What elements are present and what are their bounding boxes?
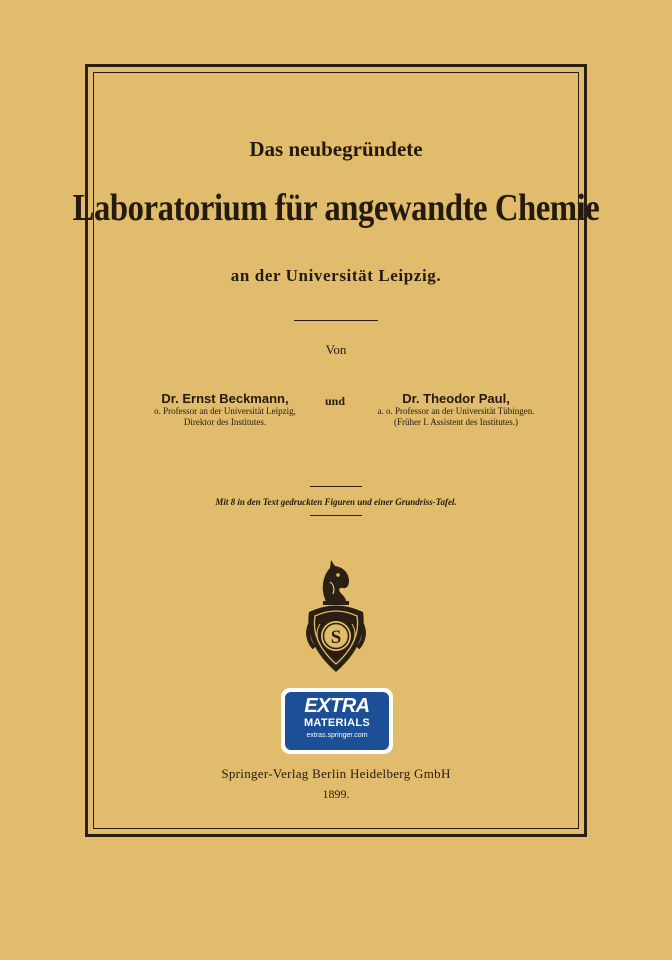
author-1-title: o. Professor an der Universität Leipzig,	[154, 406, 296, 416]
author-connector: und	[324, 394, 346, 408]
author-2-role: (Früher I. Assistent des Institutes.)	[394, 417, 518, 427]
svg-text:S: S	[330, 627, 342, 648]
title-line-3: an der Universität Leipzig.	[230, 266, 442, 285]
springer-logo-icon	[300, 556, 372, 680]
publisher: Springer-Verlag Berlin Heidelberg GmbH	[221, 766, 451, 781]
badge-line-2: MATERIALS	[303, 717, 371, 729]
title-line-1: Das neubegründete	[249, 137, 423, 161]
author-2	[342, 391, 570, 428]
badge-url: extras.springer.com	[306, 732, 368, 739]
author-2-title: a. o. Professor an der Universität Tübingen.	[377, 406, 535, 416]
divider-figures-bottom	[310, 515, 362, 516]
divider-top	[294, 320, 378, 321]
by-label: Von	[325, 342, 347, 357]
badge-line-1: EXTRA	[304, 695, 370, 717]
publication-year: 1899.	[322, 787, 350, 801]
extra-materials-badge[interactable]	[281, 688, 393, 754]
extra-materials-badge-inner	[285, 692, 389, 750]
figures-note: Mit 8 in den Text gedruckten Figuren und einer Grundriss-Tafel.	[215, 497, 457, 507]
author-1-role: Direktor des Institutes.	[183, 417, 267, 427]
author-1	[130, 391, 320, 428]
title-main: Laboratorium für angewandte Chemie	[72, 187, 600, 229]
author-2-name: Dr. Theodor Paul,	[402, 391, 510, 406]
divider-figures-top	[310, 486, 362, 487]
author-1-name: Dr. Ernst Beckmann,	[161, 391, 289, 406]
